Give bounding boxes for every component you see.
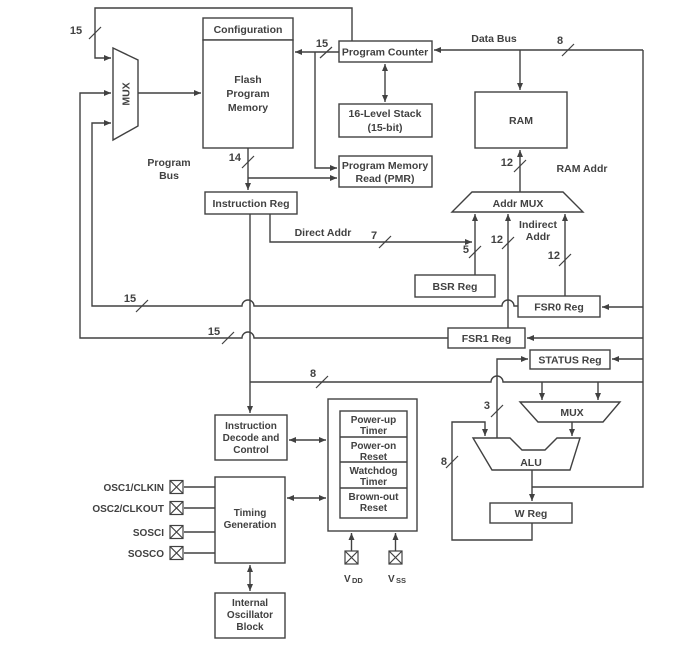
osc1-pin-icon <box>170 481 183 494</box>
internal-oscillator-block <box>215 593 285 638</box>
bus-width-label: 15 <box>207 326 221 338</box>
mux-left-label: MUX <box>120 82 133 106</box>
fsr0-reg-label: FSR0 Reg <box>534 301 584 314</box>
program-bus-label: Bus <box>159 170 179 182</box>
ram-block <box>475 92 567 148</box>
bus-width-label: 7 <box>370 230 378 242</box>
instruction-decode-label: Control <box>233 445 269 456</box>
osc2-pin-label: OSC2/CLKOUT <box>92 504 164 515</box>
ram-label: RAM <box>509 115 533 127</box>
pmr-label: Read (PMR) <box>355 173 415 185</box>
mux-left-block <box>113 48 138 140</box>
program-counter-block <box>339 41 432 62</box>
addr-mux-block <box>452 192 583 212</box>
bsr-reg-label: BSR Reg <box>432 281 478 293</box>
bus-width-label: 8 <box>309 368 317 380</box>
bus-width-label: 8 <box>556 35 564 47</box>
configuration-block <box>203 18 293 40</box>
brown-out-reset-label: Brown-out <box>348 492 399 503</box>
brown-out-reset-label: Reset <box>359 503 388 514</box>
power-up-timer-label: Power-up <box>350 415 397 426</box>
timing-generation-block <box>215 477 285 563</box>
configuration-label: Configuration <box>213 24 283 36</box>
indirect-addr-label: Addr <box>525 231 551 243</box>
direct-addr-label: Direct Addr <box>294 227 352 239</box>
flash-program-memory-block <box>203 40 293 148</box>
power-on-reset-label: Power-on <box>350 441 397 452</box>
bsr-reg-block <box>415 275 495 297</box>
status-reg-block <box>530 350 610 369</box>
mux-data-block <box>520 402 620 422</box>
data-bus-label: Data Bus <box>471 33 517 45</box>
power-up-timer-label: Timer <box>359 426 388 437</box>
flash-label: Flash <box>234 74 262 86</box>
instruction-decode-block <box>215 415 287 460</box>
w-reg-label: W Reg <box>514 508 548 520</box>
vdd-pin-label: V <box>344 574 351 585</box>
w-reg-block <box>490 503 572 523</box>
internal-oscillator-label: Internal <box>231 598 269 609</box>
sosci-pin-icon <box>170 526 183 539</box>
power-on-reset-label: Reset <box>359 452 388 463</box>
pmr-label: Program Memory <box>341 160 429 172</box>
mux-data-label: MUX <box>560 407 584 419</box>
vss-pin-label: V <box>388 574 395 585</box>
fsr1-reg-block <box>448 328 525 348</box>
stack-block <box>339 104 432 137</box>
internal-oscillator-label: Oscillator <box>226 610 274 621</box>
power-pins <box>344 551 406 585</box>
ram-addr-label: RAM Addr <box>556 163 608 175</box>
instruction-decode-label: Instruction <box>225 421 277 432</box>
flash-label: Memory <box>227 102 269 114</box>
instruction-decode-label: Decode and <box>222 433 280 444</box>
wire-pc-to-pmr <box>315 52 337 168</box>
bus-width-label: 12 <box>547 250 560 262</box>
program-bus-label: Program <box>147 157 191 169</box>
stack-label: (15-bit) <box>367 122 403 134</box>
bus-width-label: 12 <box>500 157 513 169</box>
pmr-block <box>339 156 432 187</box>
watchdog-timer-label: Timer <box>359 477 388 488</box>
wire-eight-bit-bus <box>250 376 643 382</box>
bus-width-label: 8 <box>440 456 447 468</box>
instruction-reg-block <box>205 192 297 214</box>
bus-width-label: 5 <box>462 244 469 256</box>
vss-pin-icon <box>389 551 402 564</box>
stack-label: 16-Level Stack <box>348 108 422 120</box>
indirect-addr-label: Indirect <box>519 219 557 231</box>
vdd-pin-label-sub: DD <box>352 576 363 585</box>
alu-label: ALU <box>520 457 542 469</box>
sosci-pin-label: SOSCI <box>132 528 164 539</box>
instruction-reg-label: Instruction Reg <box>212 198 290 210</box>
bus-width-label: 15 <box>123 293 137 305</box>
oscillator-pins <box>92 481 183 561</box>
timing-generation-label: Timing <box>233 508 267 519</box>
reset-block <box>328 399 417 531</box>
vdd-pin-icon <box>345 551 358 564</box>
status-reg-label: STATUS Reg <box>538 354 602 367</box>
bus-width-label: 15 <box>315 38 329 50</box>
timing-generation-label: Generation <box>223 520 277 531</box>
osc2-pin-icon <box>170 502 183 515</box>
sosco-pin-icon <box>170 547 183 560</box>
vss-pin-label-sub: SS <box>396 576 407 585</box>
fsr1-reg-label: FSR1 Reg <box>461 333 512 345</box>
bus-width-label: 15 <box>69 25 83 37</box>
wire-alu-to-status <box>497 359 528 438</box>
bus-width-label: 14 <box>228 152 241 164</box>
osc1-pin-label: OSC1/CLKIN <box>103 483 164 494</box>
program-counter-label: Program Counter <box>341 46 429 59</box>
fsr0-reg-block <box>518 296 600 317</box>
internal-oscillator-label: Block <box>236 622 264 633</box>
flash-label: Program <box>226 88 270 100</box>
bus-width-label: 3 <box>483 400 490 412</box>
bus-width-label: 12 <box>490 234 503 246</box>
watchdog-timer-label: Watchdog <box>349 466 398 477</box>
sosco-pin-label: SOSCO <box>127 549 164 560</box>
addr-mux-label: Addr MUX <box>492 198 544 210</box>
alu-block <box>473 438 580 470</box>
